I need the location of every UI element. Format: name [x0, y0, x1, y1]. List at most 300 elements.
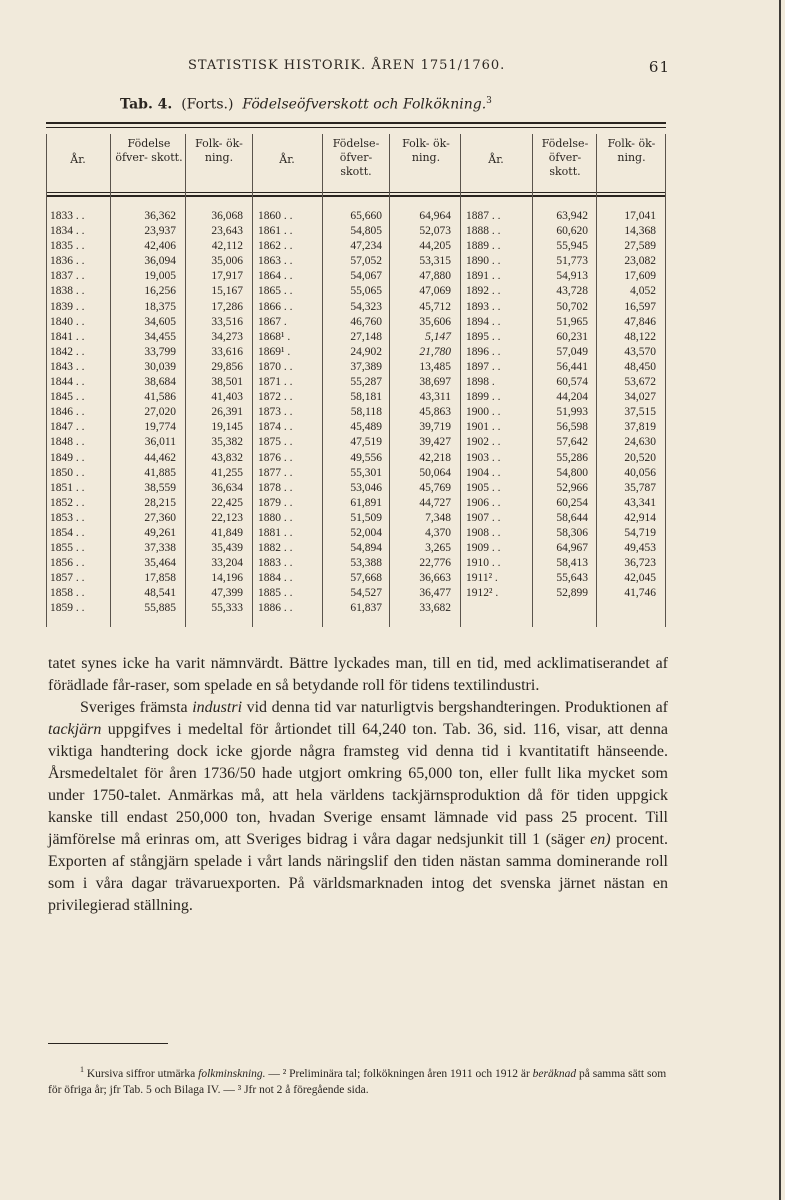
table-cell: 24,630: [624, 436, 656, 449]
table-cell: 34,027: [624, 391, 656, 404]
table-cell: 37,515: [624, 406, 656, 419]
p2-italic-tackjarn: tackjärn: [48, 721, 102, 738]
table-cell: 23,082: [624, 255, 656, 268]
table-cell: 54,894: [350, 542, 382, 555]
table-cell: 1852 . .: [50, 496, 85, 509]
p2-italic-industri: industri: [192, 699, 243, 716]
table-cell: 27,148: [350, 330, 382, 343]
table-cell: 54,323: [350, 300, 382, 313]
col-years-3: [466, 209, 530, 601]
table-cell: 1869¹ .: [258, 345, 291, 358]
table-cell: 1862 . .: [258, 240, 293, 253]
table-cell: 45,489: [350, 421, 382, 434]
table-cell: 43,341: [624, 496, 656, 509]
table-cell: 60,574: [556, 376, 588, 389]
table-cell: 1899 . .: [466, 391, 501, 404]
table-cell: 44,462: [144, 451, 176, 464]
table-cell: 60,254: [556, 496, 588, 509]
p2-text-d: procent. Exporten af stångjärn spelade i vårt lands näringslif den tiden nästan samma dominerande roll som i våra dagar trävaruexporten. På världsmarknaden intog det svenska järnet nästan en privilegierad ställning.: [48, 831, 668, 914]
table-cell: 28,215: [144, 496, 176, 509]
header-year-2: År.: [279, 153, 295, 166]
table-cell: 45,863: [419, 406, 451, 419]
footnote-mark-1: 1: [80, 1065, 84, 1074]
table-cell: 43,311: [419, 391, 451, 404]
table-cell: 61,891: [350, 496, 382, 509]
p2-text-c: uppgifves i medeltal för årtiondet till 64,240 ton. Tab. 36, sid. 116, visar, att denna viktiga handtering dock icke gjorde några framsteg vid denna tid i kvantitatift hänseende. Årsmedeltalet för åren 1736/50 hade utgjort omkring 65,000 ton, eller fullt lika mycket som under 1750-talet. Anmärkas må, att hela världens tackjärnsproduktion då för tiden uppgick kanske till endast 250,000 ton, hvadan Sverige ensamt lämnade vid pass 25 procent. Till jämförelse må erinras om, att Sveriges bidrag i våra dagar nedsjunkit till 1 (säger: [48, 721, 668, 848]
table-cell: 17,041: [624, 210, 656, 222]
table-cell: 15,167: [211, 285, 243, 298]
header-fodelse-1: Födelse öfver- skott.: [115, 137, 183, 164]
table-cell: 1886 . .: [258, 602, 293, 615]
table-cell: 1865 . .: [258, 285, 293, 298]
table-vline: [596, 134, 597, 627]
table-cell: 45,712: [419, 300, 451, 313]
table-cell: 1873 . .: [258, 406, 293, 419]
paragraph-2: [48, 697, 668, 917]
table-cell: 1903 . .: [466, 451, 501, 464]
table-cell: 1879 . .: [258, 496, 293, 509]
table-cell: 57,642: [556, 436, 588, 449]
table-cell: 1893 . .: [466, 300, 501, 313]
table-cell: 1901 . .: [466, 421, 501, 434]
table-cell: 36,634: [211, 481, 243, 494]
table-cell: 1834 . .: [50, 225, 85, 238]
table-cell: 49,453: [624, 542, 656, 555]
table-cell: 5,147: [425, 330, 451, 343]
table-cell: 51,965: [556, 315, 588, 328]
header-folk-3: Folk- ök- ning.: [607, 137, 656, 164]
table-cell: 35,006: [211, 255, 243, 268]
table-cell: 1904 . .: [466, 466, 501, 479]
table-cell: 49,556: [350, 451, 382, 464]
table-cell: 1860 . .: [258, 210, 293, 222]
table-cell: 4,370: [425, 526, 451, 539]
table-cell: 1844 . .: [50, 376, 85, 389]
table-cell: 33,682: [419, 602, 451, 615]
table-cell: 1843 . .: [50, 360, 85, 373]
table-cell: 55,301: [350, 466, 382, 479]
table-cell: 56,441: [556, 360, 588, 373]
col-fodelse-2: [324, 209, 382, 617]
table-cell: 48,122: [624, 330, 656, 343]
table-cell: 47,069: [419, 285, 451, 298]
table-cell: 54,527: [350, 587, 382, 600]
table-cell: 58,306: [556, 526, 588, 539]
table-header-rule-thick: [46, 195, 666, 197]
table-cell: 1842 . .: [50, 345, 85, 358]
footnote-text: [48, 1062, 668, 1098]
header-year-1: År.: [70, 153, 86, 166]
table-cell: 30,039: [144, 360, 176, 373]
table-cell: 1835 . .: [50, 240, 85, 253]
table-cell: 1896 . .: [466, 345, 501, 358]
table-label: Tab. 4.: [120, 96, 173, 113]
table-cell: 60,620: [556, 225, 588, 238]
table-cell: 1876 . .: [258, 451, 293, 464]
table-cell: 1845 . .: [50, 391, 85, 404]
table-cell: 1859 . .: [50, 602, 85, 615]
col-years-2: [258, 209, 320, 617]
table-cell: 1874 . .: [258, 421, 293, 434]
table-cell: 48,450: [624, 360, 656, 373]
table-cell: 1866 . .: [258, 300, 293, 313]
table-cell: 58,181: [350, 391, 382, 404]
table-cell: 17,609: [624, 270, 656, 283]
table-cell: 16,256: [144, 285, 176, 298]
table-cell: 1895 . .: [466, 330, 501, 343]
footnote-rule: [48, 1043, 168, 1044]
table-cell: 22,123: [211, 511, 243, 524]
table-cell: 46,760: [350, 315, 382, 328]
table-cell: 57,052: [350, 255, 382, 268]
table-cell: 29,856: [211, 360, 243, 373]
table-title: Födelseöfverskott och Folkökning.: [242, 96, 487, 113]
table-cell: 41,885: [144, 466, 176, 479]
p2-italic-en: en): [590, 831, 611, 848]
table-cell: 1911² .: [466, 572, 498, 585]
footnotes: [48, 1062, 668, 1098]
table-cell: 53,388: [350, 557, 382, 570]
table-cell: 47,234: [350, 240, 382, 253]
table-cell: 1837 . .: [50, 270, 85, 283]
table-cell: 33,204: [211, 557, 243, 570]
table-cell: 35,606: [419, 315, 451, 328]
table-cell: 42,218: [419, 451, 451, 464]
table-vline: [322, 134, 323, 627]
header-fodelse-3: Födelse- öfver- skott.: [541, 137, 589, 178]
footnote-1-italic: folkminskning.: [198, 1067, 266, 1080]
table-cell: 1900 . .: [466, 406, 501, 419]
table-cell: 19,005: [144, 270, 176, 283]
table-cell: 45,769: [419, 481, 451, 494]
table-cell: 14,196: [211, 572, 243, 585]
table-cell: 53,315: [419, 255, 451, 268]
table-cell: 36,723: [624, 557, 656, 570]
table-cell: 1838 . .: [50, 285, 85, 298]
table-cell: 51,773: [556, 255, 588, 268]
table-cell: 1910 . .: [466, 557, 501, 570]
table-top-rule-thin: [46, 127, 666, 128]
table-cell: 42,914: [624, 511, 656, 524]
table-cell: 1875 . .: [258, 436, 293, 449]
footnote-2-rest: på samma sätt som för öfriga år; jfr Tab. 5 och Bilaga IV. — ³ Jfr not 2 å föregående sida.: [48, 1067, 667, 1096]
table-cell: 1861 . .: [258, 225, 293, 238]
table-vline: [665, 134, 666, 627]
table-cell: 1888 . .: [466, 225, 501, 238]
table-cell: 1905 . .: [466, 481, 501, 494]
col-fodelse-1: [112, 209, 176, 617]
page-edge: [779, 0, 781, 1200]
table-cell: 1870 . .: [258, 360, 293, 373]
table-cell: 55,945: [556, 240, 588, 253]
table-cell: 23,643: [211, 225, 243, 238]
table-cell: 22,776: [419, 557, 451, 570]
table-cell: 58,644: [556, 511, 588, 524]
table-cell: 38,697: [419, 376, 451, 389]
table-cell: 19,774: [144, 421, 176, 434]
table-cell: 55,885: [144, 602, 176, 615]
table-cell: 1885 . .: [258, 587, 293, 600]
table-cell: 44,204: [556, 391, 588, 404]
table-cell: 1856 . .: [50, 557, 85, 570]
table-cell: 1892 . .: [466, 285, 501, 298]
table-cell: 44,727: [419, 496, 451, 509]
table-cell: 53,046: [350, 481, 382, 494]
table-cell: 1907 . .: [466, 511, 501, 524]
table-cell: 1890 . .: [466, 255, 501, 268]
table-cell: 64,964: [419, 210, 451, 222]
table-cell: 27,360: [144, 511, 176, 524]
table-cell: 1881 . .: [258, 526, 293, 539]
table-cell: 1884 . .: [258, 572, 293, 585]
table-cell: 33,799: [144, 345, 176, 358]
col-fodelse-3: [534, 209, 588, 601]
table-cell: 40,056: [624, 466, 656, 479]
table-cell: 1912² .: [466, 587, 499, 600]
body-text: [48, 653, 668, 917]
table-cell: 24,902: [350, 345, 382, 358]
footnote-2-text: — ² Preliminära tal; folkökningen åren 1911 och 1912 är: [265, 1067, 533, 1080]
table-cell: 47,880: [419, 270, 451, 283]
table-caption: [120, 96, 492, 113]
table-cell: 1855 . .: [50, 542, 85, 555]
table-cell: 1877 . .: [258, 466, 293, 479]
table-cell: 1857 . .: [50, 572, 85, 585]
table-cell: 43,728: [556, 285, 588, 298]
table-cell: 1848 . .: [50, 436, 85, 449]
footnote-1-text: Kursiva siffror utmärka: [84, 1067, 199, 1080]
table-cell: 42,406: [144, 240, 176, 253]
table-cell: 64,967: [556, 542, 588, 555]
table-cell: 1898 .: [466, 376, 495, 389]
table-cell: 51,509: [350, 511, 382, 524]
table-cell: 47,519: [350, 436, 382, 449]
table-cell: 1894 . .: [466, 315, 501, 328]
table-cell: 54,913: [556, 270, 588, 283]
table-cell: 48,541: [144, 587, 176, 600]
table-cell: 58,413: [556, 557, 588, 570]
table-cell: 16,597: [624, 300, 656, 313]
table-cell: 41,255: [211, 466, 243, 479]
table-cell: 26,391: [211, 406, 243, 419]
table-cell: 52,899: [556, 587, 588, 600]
table-cell: 1882 . .: [258, 542, 293, 555]
col-folk-2: [391, 209, 451, 617]
table-cell: 1871 . .: [258, 376, 293, 389]
table-cell: 37,389: [350, 360, 382, 373]
table-cell: 36,011: [144, 436, 176, 449]
table-cell: 4,052: [630, 285, 656, 298]
table-cell: 1858 . .: [50, 587, 85, 600]
table-cell: 36,094: [144, 255, 176, 268]
page-number: 61: [648, 58, 670, 76]
table-cell: 14,368: [624, 225, 656, 238]
table-cell: 1863 . .: [258, 255, 293, 268]
table-cell: 34,455: [144, 330, 176, 343]
col-years-1: [50, 209, 108, 617]
table-cell: 54,800: [556, 466, 588, 479]
table-cell: 21,780: [419, 345, 451, 358]
header-year-3: År.: [488, 153, 504, 166]
table-cell: 1864 . .: [258, 270, 293, 283]
table-cell: 19,145: [211, 421, 243, 434]
table-cell: 1872 . .: [258, 391, 293, 404]
table-cell: 55,333: [211, 602, 243, 615]
table-cell: 1849 . .: [50, 451, 85, 464]
table-cell: 17,917: [211, 270, 243, 283]
running-header: [50, 58, 670, 78]
table-cell: 54,719: [624, 526, 656, 539]
table-cell: 1909 . .: [466, 542, 501, 555]
table-cell: 41,586: [144, 391, 176, 404]
table-cell: 61,837: [350, 602, 382, 615]
table-cell: 1846 . .: [50, 406, 85, 419]
table-cell: 50,064: [419, 466, 451, 479]
table-cell: 1908 . .: [466, 526, 501, 539]
table-cell: 36,477: [419, 587, 451, 600]
table-cell: 41,403: [211, 391, 243, 404]
table-cell: 13,485: [419, 360, 451, 373]
table-cell: 38,559: [144, 481, 176, 494]
table-cell: 39,719: [419, 421, 451, 434]
table-cell: 65,660: [350, 210, 382, 222]
table-cell: 1833 . .: [50, 210, 85, 222]
table-cell: 50,702: [556, 300, 588, 313]
table-cell: 1847 . .: [50, 421, 85, 434]
p2-text-a: Sveriges främsta: [80, 699, 193, 716]
header-fodelse-2: Födelse- öfver- skott.: [332, 137, 380, 178]
table-cell: 41,746: [624, 587, 656, 600]
table-cell: 17,286: [211, 300, 243, 313]
table-cell: 36,663: [419, 572, 451, 585]
table-cell: 1839 . .: [50, 300, 85, 313]
table-cell: 35,787: [624, 481, 656, 494]
header-folk-2: Folk- ök- ning.: [402, 137, 450, 164]
table-cell: 54,805: [350, 225, 382, 238]
table-cell: 1889 . .: [466, 240, 501, 253]
table-cell: 27,589: [624, 240, 656, 253]
table-cell: 55,065: [350, 285, 382, 298]
table-cell: 60,231: [556, 330, 588, 343]
table-cell: 43,832: [211, 451, 243, 464]
table-vline: [532, 134, 533, 627]
table-cell: 23,937: [144, 225, 176, 238]
table-cell: 1841 . .: [50, 330, 85, 343]
table-cell: 33,516: [211, 315, 243, 328]
table-top-rule: [46, 122, 666, 124]
table-cell: 7,348: [425, 511, 451, 524]
table-cell: 1854 . .: [50, 526, 85, 539]
table-vline: [460, 134, 461, 627]
table-cell: 57,668: [350, 572, 382, 585]
table-cell: 53,672: [624, 376, 656, 389]
table-cell: 34,605: [144, 315, 176, 328]
table-cell: 57,049: [556, 345, 588, 358]
table-cell: 55,287: [350, 376, 382, 389]
table-cell: 37,338: [144, 542, 176, 555]
table-cell: 35,464: [144, 557, 176, 570]
header-title: STATISTISK HISTORIK. ÅREN 1751/1760.: [188, 58, 506, 73]
table-cell: 36,362: [144, 210, 176, 222]
table-cell: 22,425: [211, 496, 243, 509]
table-cell: 1878 . .: [258, 481, 293, 494]
table-title-footnote-mark: 3: [486, 96, 492, 106]
table-forts: (Forts.): [181, 96, 234, 113]
table-cell: 55,286: [556, 451, 588, 464]
table-cell: 42,045: [624, 572, 656, 585]
table-cell: 3,265: [425, 542, 451, 555]
table-cell: 58,118: [350, 406, 382, 419]
table-cell: 56,598: [556, 421, 588, 434]
table-cell: 55,643: [556, 572, 588, 585]
table-cell: 20,520: [624, 451, 656, 464]
table-cell: 1891 . .: [466, 270, 501, 283]
table-cell: 37,819: [624, 421, 656, 434]
table-cell: 47,846: [624, 315, 656, 328]
table-cell: 1906 . .: [466, 496, 501, 509]
table-cell: 1897 . .: [466, 360, 501, 373]
table-cell: 52,966: [556, 481, 588, 494]
header-folk-1: Folk- ök- ning.: [195, 137, 243, 164]
table-cell: 1868¹ .: [258, 330, 291, 343]
table-cell: 1850 . .: [50, 466, 85, 479]
table-cell: 52,073: [419, 225, 451, 238]
table-cell: 36,068: [211, 210, 243, 222]
table-cell: 38,501: [211, 376, 243, 389]
table-cell: 1887 . .: [466, 210, 501, 222]
table-cell: 1867 .: [258, 315, 287, 328]
col-folk-1: [187, 209, 243, 617]
table-vline: [252, 134, 253, 627]
table-cell: 33,616: [211, 345, 243, 358]
table-cell: 42,112: [211, 240, 243, 253]
table-vline: [185, 134, 186, 627]
table-cell: 44,205: [419, 240, 451, 253]
table-cell: 47,399: [211, 587, 243, 600]
table-cell: 34,273: [211, 330, 243, 343]
table-cell: 35,382: [211, 436, 243, 449]
col-folk-3: [598, 209, 656, 601]
table-cell: 1851 . .: [50, 481, 85, 494]
table-cell: 63,942: [556, 210, 588, 222]
p2-text-b: vid denna tid var naturligtvis bergshandteringen. Produktionen af: [242, 699, 669, 716]
table-cell: 27,020: [144, 406, 176, 419]
table-cell: 54,067: [350, 270, 382, 283]
table-cell: 51,993: [556, 406, 588, 419]
table-cell: 41,849: [211, 526, 243, 539]
table-cell: 43,570: [624, 345, 656, 358]
table-cell: 1880 . .: [258, 511, 293, 524]
table-cell: 17,858: [144, 572, 176, 585]
paragraph-1: tatet synes icke ha varit nämnvärdt. Bättre lyckades man, till en tid, med acklimatiserandet af förädlade får-raser, som spelade en så betydande roll för tidens textilindustri.: [48, 655, 668, 694]
footnote-2-italic: beräknad: [532, 1067, 577, 1080]
table-cell: 1883 . .: [258, 557, 293, 570]
table-cell: 1902 . .: [466, 436, 501, 449]
table-cell: 35,439: [211, 542, 243, 555]
table-cell: 18,375: [144, 300, 176, 313]
table-vline: [46, 134, 47, 627]
population-table: [46, 122, 666, 627]
table-vline: [389, 134, 390, 627]
table-cell: 52,004: [350, 526, 382, 539]
table-cell: 1836 . .: [50, 255, 85, 268]
table-cell: 1840 . .: [50, 315, 85, 328]
table-cell: 39,427: [419, 436, 451, 449]
table-cell: 38,684: [144, 376, 176, 389]
table-cell: 49,261: [144, 526, 176, 539]
table-cell: 1853 . .: [50, 511, 85, 524]
table-header-rule: [46, 192, 666, 193]
